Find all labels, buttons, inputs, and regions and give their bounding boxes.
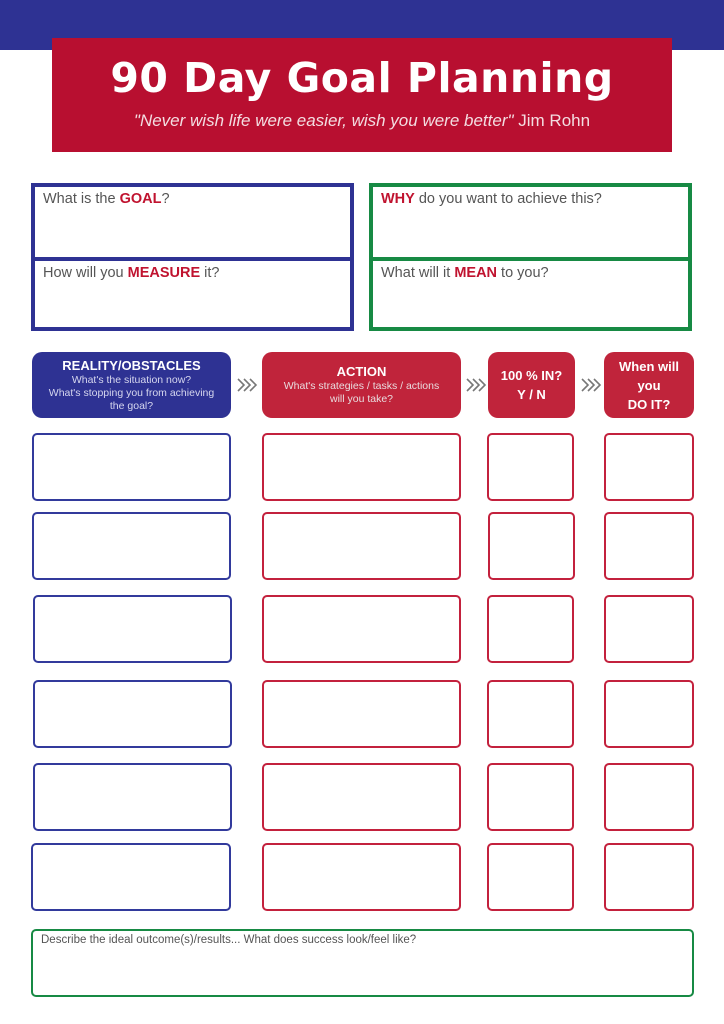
why-label-key: WHY [381, 191, 415, 207]
measure-field[interactable] [35, 261, 350, 327]
reality-title: REALITY/OBSTACLES [62, 357, 201, 373]
reality-subtitle-2: What's stopping you from achieving [48, 386, 215, 399]
action-subtitle-2: will you take? [329, 393, 394, 405]
when-field-4[interactable] [604, 680, 694, 748]
goal-label-post: ? [161, 191, 170, 207]
reality-subtitle-3: the goal? [109, 399, 154, 412]
measure-label-post: it? [200, 265, 220, 281]
action-field-3[interactable] [262, 595, 461, 663]
commit-field-4[interactable] [487, 680, 574, 748]
when-line-1: When will [619, 358, 679, 374]
ideal-outcome-prompt: Describe the ideal outcome(s)/results... What does success look/feel like? [41, 934, 417, 946]
action-field-1[interactable] [262, 433, 461, 501]
reality-field-5[interactable] [33, 763, 232, 831]
quote-author: Jim Rohn [518, 111, 591, 130]
why-label-post: do you want to achieve this? [414, 191, 602, 207]
when-header [604, 352, 694, 418]
goal-field[interactable] [35, 187, 350, 257]
reality-subtitle-1: What's the situation now? [71, 373, 192, 386]
commit-field-2[interactable] [488, 512, 575, 580]
mean-label-pre: What will it [381, 265, 455, 281]
reality-field-6[interactable] [31, 843, 231, 911]
action-header [262, 352, 461, 418]
reality-field-4[interactable] [33, 680, 232, 748]
commit-field-5[interactable] [487, 763, 574, 831]
when-field-2[interactable] [604, 512, 694, 580]
reality-field-1[interactable] [32, 433, 231, 501]
goal-label-pre: What is the [43, 191, 120, 207]
title-banner [52, 38, 672, 152]
page-title: 90 Day Goal Planning [110, 54, 614, 102]
reality-obstacles-header [32, 352, 231, 418]
quote-text: "Never wish life were easier, wish you were better" [133, 111, 514, 130]
action-field-5[interactable] [262, 763, 461, 831]
commit-line-1: 100 % IN? [500, 368, 563, 383]
mean-label-post: to you? [497, 265, 549, 281]
mean-field[interactable] [373, 261, 688, 327]
commitment-header [488, 352, 575, 418]
action-field-4[interactable] [262, 680, 461, 748]
chevron-right-icon [465, 377, 487, 393]
quote-line [52, 110, 672, 132]
chevron-right-icon [236, 377, 258, 393]
chevron-right-icon [580, 377, 602, 393]
measure-label-pre: How will you [43, 265, 128, 281]
action-field-2[interactable] [262, 512, 461, 580]
commit-line-2: Y / N [517, 387, 546, 402]
when-field-3[interactable] [604, 595, 694, 663]
reality-field-2[interactable] [32, 512, 231, 580]
when-line-2: you [637, 377, 661, 393]
reality-field-3[interactable] [33, 595, 232, 663]
when-field-1[interactable] [604, 433, 694, 501]
commit-field-1[interactable] [487, 433, 574, 501]
mean-label-key: MEAN [454, 265, 498, 281]
measure-label-key: MEASURE [127, 265, 201, 281]
when-field-6[interactable] [604, 843, 694, 911]
action-field-6[interactable] [262, 843, 461, 911]
when-field-5[interactable] [604, 763, 694, 831]
goal-measure-box [31, 183, 354, 331]
goal-label-key: GOAL [119, 191, 162, 207]
why-field[interactable] [373, 187, 688, 257]
action-subtitle-1: What's strategies / tasks / actions [283, 380, 440, 392]
ideal-outcome-field[interactable] [31, 929, 694, 997]
action-title: ACTION [336, 364, 387, 379]
commit-field-6[interactable] [487, 843, 574, 911]
why-mean-box [369, 183, 692, 331]
commit-field-3[interactable] [487, 595, 574, 663]
when-line-3: DO IT? [627, 396, 671, 412]
